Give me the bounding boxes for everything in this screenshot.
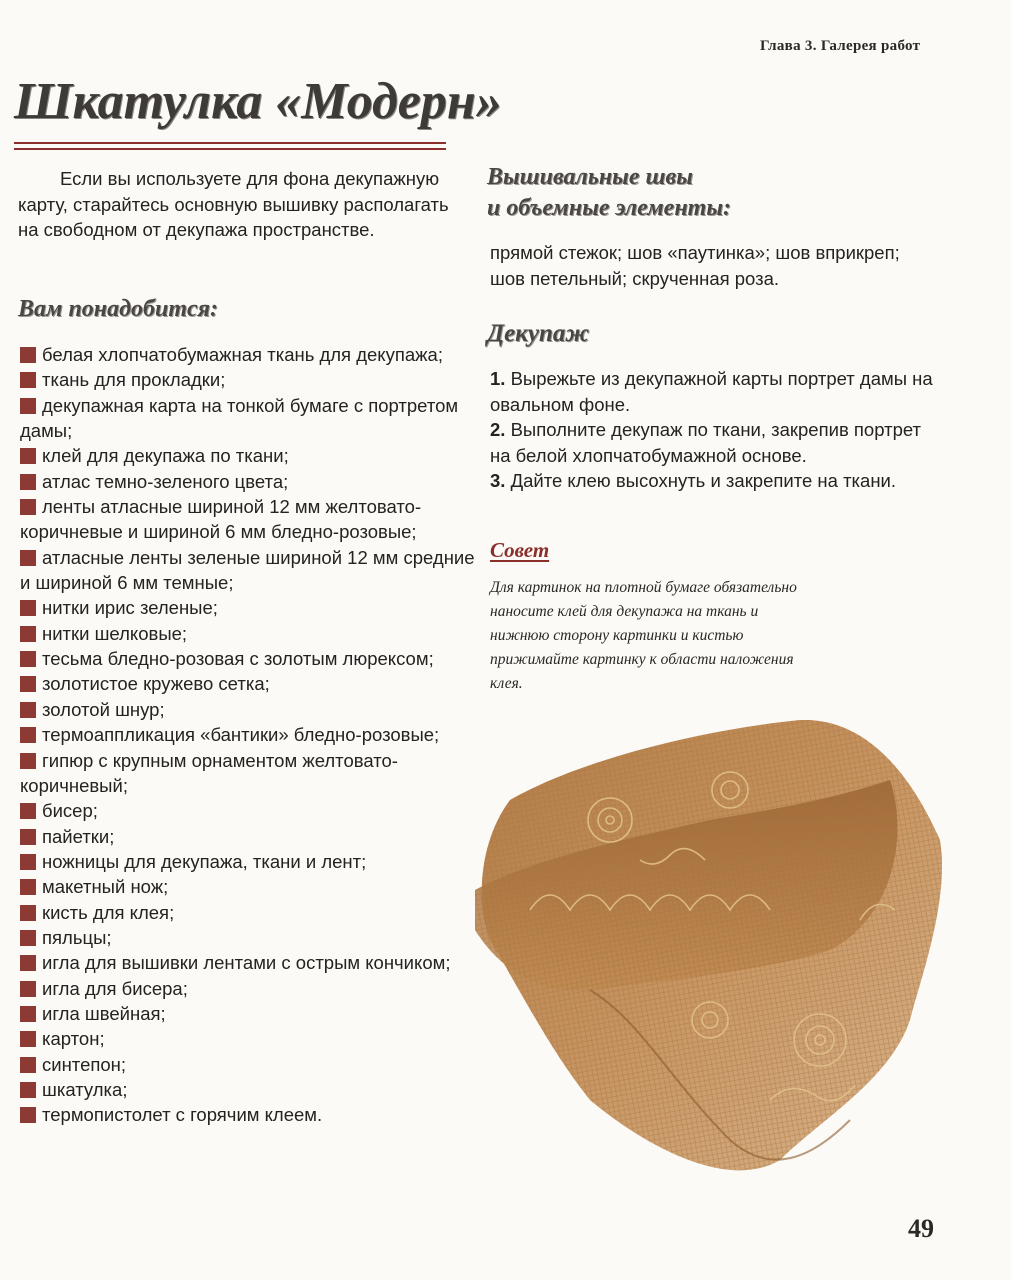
square-bullet-icon [20,372,36,388]
supply-item-text: игла швейная; [42,1002,166,1024]
supply-item-text: клей для декупажа по ткани; [42,445,289,467]
supply-item-text: золотистое кружево сетка; [42,673,270,695]
square-bullet-icon [20,347,36,363]
square-bullet-icon [20,1082,36,1098]
square-bullet-icon [20,955,36,971]
supply-item [20,1001,480,1026]
supply-item [20,545,480,596]
supply-item [20,1026,480,1051]
supply-item [20,697,480,722]
supply-item-text: макетный нож; [42,876,169,898]
supply-item-text: пяльцы; [42,926,112,948]
supply-item-text: кисть для клея; [42,901,175,923]
decoupage-step [490,468,940,494]
supply-item-text: пайетки; [42,825,115,847]
supply-item-text: термоаппликация «бантики» бледно-розовые; [42,724,440,746]
supply-item [20,671,480,696]
intro-paragraph [18,166,458,243]
supply-item [20,393,480,444]
square-bullet-icon [20,702,36,718]
supply-item [20,621,480,646]
supply-item [20,443,480,468]
lace-roll [475,720,942,1170]
supply-item-text: картон; [42,1028,105,1050]
supply-item [20,342,480,367]
square-bullet-icon [20,1031,36,1047]
square-bullet-icon [20,676,36,692]
square-bullet-icon [20,879,36,895]
step-text: Дайте клею высохнуть и закрепите на ткани. [510,470,897,491]
supply-item-text: игла для вышивки лентами с острым кончиком; [42,952,451,974]
title-rule-top [14,142,446,144]
supply-item [20,367,480,392]
supply-item-text: термопистолет с горячим клеем. [42,1104,323,1126]
supply-item [20,798,480,823]
page-number: 49 [908,1214,934,1243]
stitches-heading-line2: и объемные элементы: [487,195,731,221]
supply-item [20,1102,480,1127]
square-bullet-icon [20,550,36,566]
square-bullet-icon [20,981,36,997]
supply-item-text: ножницы для декупажа, ткани и лент; [42,850,367,872]
square-bullet-icon [20,905,36,921]
square-bullet-icon [20,474,36,490]
square-bullet-icon [20,398,36,414]
supply-item [20,494,480,545]
supply-item [20,824,480,849]
supply-item [20,748,480,799]
supply-item [20,874,480,899]
supply-item-text: атлас темно-зеленого цвета; [42,470,289,492]
supply-item [20,900,480,925]
supply-item-text: ткань для прокладки; [42,369,226,391]
tip-text: Для картинок на плотной бумаге обязательно наносите клей для декупажа на ткань и нижнюю сторону картинки и кистью прижимайте картинку к области наложения клея. [490,579,797,692]
step-text: Выполните декупаж по ткани, закрепив портрет на белой хлопчатобумажной основе. [490,419,922,466]
square-bullet-icon [20,727,36,743]
square-bullet-icon [20,753,36,769]
decoupage-step [490,417,940,468]
tip-heading: Совет [490,538,550,562]
square-bullet-icon [20,651,36,667]
supply-item [20,925,480,950]
step-number: 1. [490,368,506,389]
running-head: Глава 3. Галерея работ [760,38,921,54]
supply-item-text: синтепон; [42,1053,127,1075]
square-bullet-icon [20,803,36,819]
supply-item [20,950,480,975]
supply-item-text: игла для бисера; [42,977,188,999]
supply-item [20,595,480,620]
step-text: Вырежьте из декупажной карты портрет дамы на овальном фоне. [490,368,933,415]
supply-item [20,1077,480,1102]
supply-item [20,976,480,1001]
supply-item-text: тесьма бледно-розовая с золотым люрексом; [42,648,434,670]
supplies-heading: Вам понадобится: [18,296,219,322]
supply-item-text: гипюр с крупным орнаментом желтовато-коричневый; [20,749,398,796]
square-bullet-icon [20,626,36,642]
supply-item-text: атласные ленты зеленые шириной 12 мм средние и шириной 6 мм темные; [20,546,475,594]
supply-item-text: белая хлопчатобумажная ткань для декупажа; [42,344,443,365]
stitches-text: прямой стежок; шов «паутинка»; шов вприкреп; шов петельный; скрученная роза. [490,242,900,289]
supply-item [20,469,480,494]
decoupage-heading: Декупаж [487,320,590,347]
lace-fabric-photo [470,720,960,1190]
supply-item-text: золотой шнур; [42,698,165,720]
stitches-heading [487,162,731,224]
square-bullet-icon [20,499,36,515]
supply-item [20,849,480,874]
square-bullet-icon [20,829,36,845]
intro-text: Если вы используете для фона декупажную карту, старайтесь основную вышивку располагать на свободном от декупажа пространстве. [18,168,449,240]
page-title: Шкатулка «Модерн» [14,73,502,130]
square-bullet-icon [20,930,36,946]
square-bullet-icon [20,600,36,616]
supply-item [20,1052,480,1077]
square-bullet-icon [20,1006,36,1022]
supply-item-text: ленты атласные шириной 12 мм желтовато-коричневые и шириной 6 мм бледно-розовые; [20,496,422,543]
supply-item-text: нитки шелковые; [42,622,188,644]
square-bullet-icon [20,1107,36,1123]
supply-item [20,646,480,671]
supply-item [20,722,480,747]
supply-item-text: бисер; [42,800,98,822]
square-bullet-icon [20,1057,36,1073]
decoupage-steps [490,366,940,494]
title-rule-bottom [14,148,446,150]
step-number: 2. [490,419,506,440]
supply-item-text: декупажная карта на тонкой бумаге с портретом дамы; [20,394,459,442]
supply-item-text: шкатулка; [42,1078,128,1100]
stitches-heading-line1: Вышивальные швы [487,164,693,190]
decoupage-step [490,366,940,417]
step-number: 3. [490,470,506,491]
square-bullet-icon [20,854,36,870]
supplies-list [20,342,480,1128]
square-bullet-icon [20,448,36,464]
supply-item-text: нитки ирис зеленые; [42,597,218,619]
